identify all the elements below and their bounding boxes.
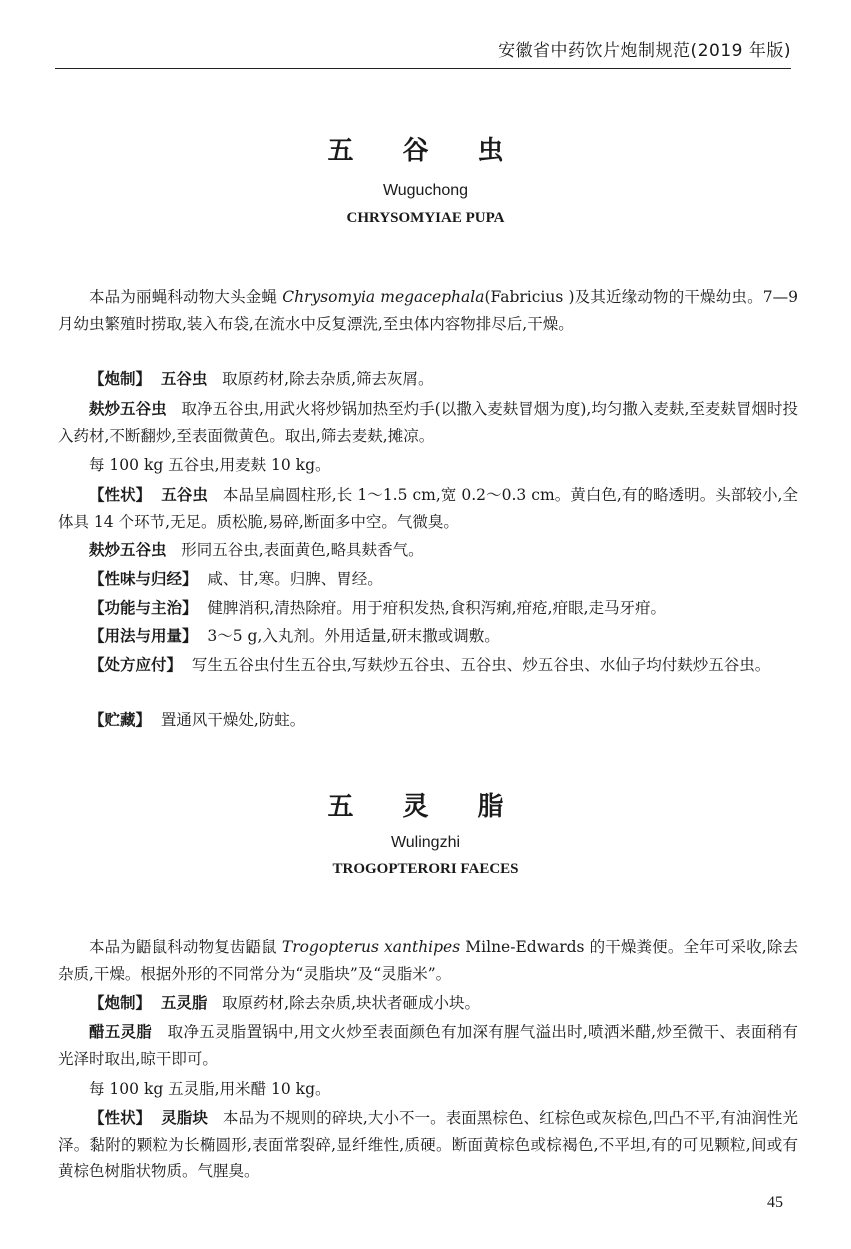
usage-section: 【用法与用量】 3～5 g,入丸剂。外用适量,研末撒或调敷。 xyxy=(89,627,500,645)
processing-subsection: 醋五灵脂 取净五灵脂置锅中,用文火炒至表面颜色有加深有腥气溢出时,喷洒米醋,炒至微干、表面稍有光泽时取出,晾干即可。 xyxy=(58,1023,798,1068)
entry-pinyin-wulingzhi: Wulingzhi xyxy=(390,834,461,851)
processing-item: 五谷虫 xyxy=(160,370,208,388)
entry-title-wuguchong: 五 谷 虫 xyxy=(327,136,524,166)
section-label-function: 【功能与主治】 xyxy=(89,599,198,617)
header-title: 安徽省中药饮片炮制规范(2019 年版) xyxy=(498,41,791,61)
section-label-processing: 【炮制】 xyxy=(89,994,152,1012)
character-section: 【性状】 灵脂块 本品为不规则的碎块,大小不一。表面黑棕色、红棕色或灰棕色,凹凸不平,有油润性光泽。黏附的颗粒为长椭圆形,表面常裂碎,显纤维性,质硬。断面黄棕色或棕褐色,不平坦,有的可见颗粒,间或有黄棕色树脂状物质。气腥臭。 xyxy=(58,1109,798,1180)
page-number: 45 xyxy=(767,1194,783,1211)
section-label-storage: 【贮藏】 xyxy=(89,711,152,729)
character-item: 麸炒五谷虫 xyxy=(89,541,167,559)
entry-pinyin-wuguchong: Wuguchong xyxy=(382,182,469,199)
processing-subsection: 麸炒五谷虫 取净五谷虫,用武火将炒锅加热至灼手(以撒入麦麸冒烟为度),均匀撒入麦麸,至麦麸冒烟时投入药材,不断翻炒,至表面微黄色。取出,筛去麦麸,摊凉。 xyxy=(58,400,798,445)
character-item: 灵脂块 xyxy=(161,1109,208,1127)
species-name: Trogopterus xanthipes xyxy=(281,938,461,956)
section-label-usage: 【用法与用量】 xyxy=(89,627,198,645)
running-header xyxy=(55,30,791,69)
section-label-nature: 【性味与归经】 xyxy=(89,570,198,588)
function-section: 【功能与主治】 健脾消积,清热除疳。用于疳积发热,食积泻痢,疳疮,疳眼,走马牙疳。 xyxy=(89,599,667,617)
intro-paragraph: 本品为丽蝇科动物大头金蝇 Chrysomyia megacephala(Fabricius )及其近缘动物的干燥幼虫。7—9 月幼虫繁殖时捞取,装入布袋,在流水中反复漂洗,至虫体内容物排尽后,干燥。 xyxy=(58,288,798,333)
processing-item: 醋五灵脂 xyxy=(89,1023,153,1041)
species-name: Chrysomyia megacephala xyxy=(282,288,485,306)
prescription-section: 【处方应付】 写生五谷虫付生五谷虫,写麸炒五谷虫、五谷虫、炒五谷虫、水仙子均付麸炒五谷虫。 xyxy=(89,656,771,674)
section-label-character: 【性状】 xyxy=(89,1109,152,1127)
section-label-prescription: 【处方应付】 xyxy=(89,656,183,674)
intro-paragraph: 本品为鼯鼠科动物复齿鼯鼠 Trogopterus xanthipes Milne-Edwards 的干燥粪便。全年可采收,除去杂质,干燥。根据外形的不同常分为“灵脂块”及“灵脂米”。 xyxy=(58,938,798,983)
character-item: 五谷虫 xyxy=(161,486,208,504)
section-label-character: 【性状】 xyxy=(89,486,152,504)
character-subsection: 麸炒五谷虫 形同五谷虫,表面黄色,略具麸香气。 xyxy=(89,541,424,559)
section-label-processing: 【炮制】 xyxy=(89,370,152,388)
processing-item: 五灵脂 xyxy=(160,994,208,1012)
nature-section: 【性味与归经】 咸、甘,寒。归脾、胃经。 xyxy=(89,570,383,588)
entry-title-wulingzhi: 五 灵 脂 xyxy=(327,792,524,822)
entry-latin-wuguchong: CHRYSOMYIAE PUPA xyxy=(346,210,505,226)
processing-section: 【炮制】 五谷虫 取原药材,除去杂质,筛去灰屑。 xyxy=(89,370,434,388)
processing-ratio: 每 100 kg 五谷虫,用麦麸 10 kg。 xyxy=(89,456,331,474)
entry-latin-wulingzhi: TROGOPTERORI FAECES xyxy=(332,861,519,877)
processing-section: 【炮制】 五灵脂 取原药材,除去杂质,块状者砸成小块。 xyxy=(89,994,481,1012)
processing-ratio: 每 100 kg 五灵脂,用米醋 10 kg。 xyxy=(89,1080,331,1098)
character-section: 【性状】 五谷虫 本品呈扁圆柱形,长 1～1.5 cm,宽 0.2～0.3 cm。黄白色,有的略透明。头部较小,全体具 14 个环节,无足。质松脆,易碎,断面多中空。气微臭。 xyxy=(58,486,798,531)
storage-section: 【贮藏】 置通风干燥处,防蛀。 xyxy=(89,711,306,729)
processing-item: 麸炒五谷虫 xyxy=(89,400,167,418)
